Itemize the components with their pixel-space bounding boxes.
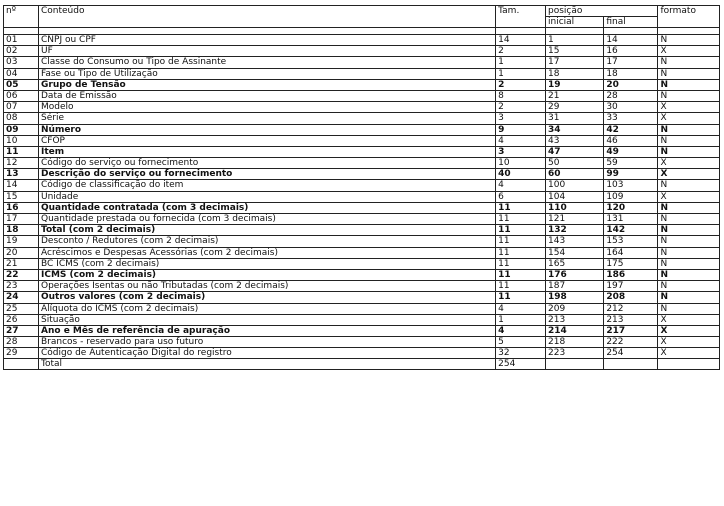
- row-position-initial: 15: [546, 46, 604, 57]
- table-row: [4, 202, 720, 213]
- row-format: X: [658, 102, 720, 113]
- row-format: N: [658, 214, 720, 225]
- header-number: nº: [4, 6, 39, 28]
- row-format: N: [658, 35, 720, 46]
- row-position-final: 186: [604, 269, 658, 280]
- row-position-initial: 1: [546, 35, 604, 46]
- row-position-initial: 218: [546, 337, 604, 348]
- row-size: 32: [496, 348, 546, 359]
- row-position-initial: 60: [546, 169, 604, 180]
- row-position-initial: 214: [546, 325, 604, 336]
- header-position: posição: [546, 6, 658, 17]
- row-number: 01: [4, 35, 39, 46]
- row-position-initial: 198: [546, 292, 604, 303]
- row-format: N: [658, 180, 720, 191]
- row-position-final: 254: [604, 348, 658, 359]
- row-format: N: [658, 146, 720, 157]
- row-position-final: 103: [604, 180, 658, 191]
- row-content: Ano e Mês de referência de apuração: [39, 325, 496, 336]
- row-size: 8: [496, 90, 546, 101]
- table-row: [4, 135, 720, 146]
- table-row: [4, 337, 720, 348]
- total-number: [4, 359, 39, 370]
- row-number: 14: [4, 180, 39, 191]
- row-size: 11: [496, 281, 546, 292]
- table-row: [4, 68, 720, 79]
- table-row: [4, 247, 720, 258]
- table-row: [4, 225, 720, 236]
- row-size: 11: [496, 225, 546, 236]
- row-content: Quantidade contratada (com 3 decimais): [39, 202, 496, 213]
- row-format: X: [658, 325, 720, 336]
- row-format: N: [658, 236, 720, 247]
- row-content: Classe do Consumo ou Tipo de Assinante: [39, 57, 496, 68]
- row-number: 08: [4, 113, 39, 124]
- row-position-initial: 176: [546, 269, 604, 280]
- row-position-initial: 18: [546, 68, 604, 79]
- row-number: 29: [4, 348, 39, 359]
- row-position-initial: 50: [546, 158, 604, 169]
- row-format: X: [658, 113, 720, 124]
- row-format: N: [658, 303, 720, 314]
- row-size: 11: [496, 214, 546, 225]
- row-content: Modelo: [39, 102, 496, 113]
- row-content: Código de classificação do item: [39, 180, 496, 191]
- table-row: [4, 180, 720, 191]
- row-position-final: 49: [604, 146, 658, 157]
- row-position-initial: 165: [546, 258, 604, 269]
- table-row: [4, 348, 720, 359]
- row-size: 2: [496, 46, 546, 57]
- row-content: Série: [39, 113, 496, 124]
- row-size: 10: [496, 158, 546, 169]
- row-format: N: [658, 90, 720, 101]
- row-format: N: [658, 225, 720, 236]
- row-position-initial: 187: [546, 281, 604, 292]
- row-position-initial: 110: [546, 202, 604, 213]
- table-row: [4, 214, 720, 225]
- row-number: 06: [4, 90, 39, 101]
- row-number: 07: [4, 102, 39, 113]
- row-position-initial: 34: [546, 124, 604, 135]
- row-size: 11: [496, 247, 546, 258]
- row-position-initial: 143: [546, 236, 604, 247]
- total-empty-format: [658, 359, 720, 370]
- row-position-final: 212: [604, 303, 658, 314]
- row-content: Número: [39, 124, 496, 135]
- row-number: 13: [4, 169, 39, 180]
- row-position-final: 18: [604, 68, 658, 79]
- row-format: N: [658, 79, 720, 90]
- row-position-initial: 213: [546, 314, 604, 325]
- row-number: 26: [4, 314, 39, 325]
- row-number: 24: [4, 292, 39, 303]
- table-row: [4, 79, 720, 90]
- row-format: N: [658, 124, 720, 135]
- row-content: CNPJ ou CPF: [39, 35, 496, 46]
- row-number: 25: [4, 303, 39, 314]
- row-format: N: [658, 258, 720, 269]
- row-number: 28: [4, 337, 39, 348]
- table-row: [4, 236, 720, 247]
- row-size: 5: [496, 337, 546, 348]
- row-content: ICMS (com 2 decimais): [39, 269, 496, 280]
- row-position-final: 16: [604, 46, 658, 57]
- header-content: Conteúdo: [39, 6, 496, 28]
- row-position-final: 208: [604, 292, 658, 303]
- row-size: 11: [496, 236, 546, 247]
- table-row: [4, 281, 720, 292]
- table-row: [4, 258, 720, 269]
- row-position-initial: 31: [546, 113, 604, 124]
- row-content: Código de Autenticação Digital do registro: [39, 348, 496, 359]
- row-number: 27: [4, 325, 39, 336]
- row-content: Desconto / Redutores (com 2 decimais): [39, 236, 496, 247]
- row-position-final: 46: [604, 135, 658, 146]
- row-position-initial: 121: [546, 214, 604, 225]
- spacer-row: [4, 28, 720, 35]
- table-row: [4, 113, 720, 124]
- table-row: [4, 325, 720, 336]
- row-position-final: 14: [604, 35, 658, 46]
- row-number: 23: [4, 281, 39, 292]
- table-row: [4, 269, 720, 280]
- row-format: N: [658, 57, 720, 68]
- table-header: [4, 6, 720, 28]
- row-position-final: 153: [604, 236, 658, 247]
- row-number: 11: [4, 146, 39, 157]
- row-position-final: 142: [604, 225, 658, 236]
- row-position-final: 59: [604, 158, 658, 169]
- total-empty-final: [604, 359, 658, 370]
- table-body: [4, 28, 720, 359]
- row-size: 6: [496, 191, 546, 202]
- row-number: 02: [4, 46, 39, 57]
- row-position-final: 33: [604, 113, 658, 124]
- row-position-final: 30: [604, 102, 658, 113]
- header-size: Tam.: [496, 6, 546, 28]
- row-size: 1: [496, 68, 546, 79]
- row-position-initial: 17: [546, 57, 604, 68]
- row-format: N: [658, 269, 720, 280]
- row-size: 1: [496, 314, 546, 325]
- row-size: 9: [496, 124, 546, 135]
- row-position-final: 42: [604, 124, 658, 135]
- row-size: 14: [496, 35, 546, 46]
- row-content: BC ICMS (com 2 decimais): [39, 258, 496, 269]
- header-position-initial: inicial: [546, 17, 604, 28]
- row-format: X: [658, 348, 720, 359]
- row-number: 15: [4, 191, 39, 202]
- row-format: N: [658, 281, 720, 292]
- row-format: X: [658, 169, 720, 180]
- row-position-initial: 29: [546, 102, 604, 113]
- row-content: UF: [39, 46, 496, 57]
- row-number: 09: [4, 124, 39, 135]
- row-number: 20: [4, 247, 39, 258]
- row-size: 4: [496, 303, 546, 314]
- row-size: 4: [496, 325, 546, 336]
- table-row: [4, 57, 720, 68]
- table-row: [4, 158, 720, 169]
- table-row: [4, 35, 720, 46]
- row-format: X: [658, 337, 720, 348]
- row-position-final: 20: [604, 79, 658, 90]
- row-number: 10: [4, 135, 39, 146]
- row-number: 04: [4, 68, 39, 79]
- row-content: Acréscimos e Despesas Acessórias (com 2 decimais): [39, 247, 496, 258]
- row-size: 11: [496, 292, 546, 303]
- row-format: N: [658, 202, 720, 213]
- total-label: Total: [39, 359, 496, 370]
- row-position-initial: 223: [546, 348, 604, 359]
- row-position-final: 28: [604, 90, 658, 101]
- row-size: 2: [496, 79, 546, 90]
- row-position-final: 175: [604, 258, 658, 269]
- row-position-initial: 47: [546, 146, 604, 157]
- row-position-initial: 21: [546, 90, 604, 101]
- row-position-final: 99: [604, 169, 658, 180]
- row-format: N: [658, 68, 720, 79]
- row-format: N: [658, 292, 720, 303]
- row-position-final: 120: [604, 202, 658, 213]
- total-empty-initial: [546, 359, 604, 370]
- row-format: X: [658, 46, 720, 57]
- row-content: CFOP: [39, 135, 496, 146]
- table-row: [4, 303, 720, 314]
- row-content: Situação: [39, 314, 496, 325]
- row-position-final: 222: [604, 337, 658, 348]
- row-position-final: 109: [604, 191, 658, 202]
- table-row: [4, 146, 720, 157]
- table-row: [4, 191, 720, 202]
- row-number: 17: [4, 214, 39, 225]
- row-size: 40: [496, 169, 546, 180]
- row-position-initial: 43: [546, 135, 604, 146]
- row-format: X: [658, 158, 720, 169]
- table-row: [4, 292, 720, 303]
- row-size: 3: [496, 146, 546, 157]
- row-content: Total (com 2 decimais): [39, 225, 496, 236]
- row-position-final: 17: [604, 57, 658, 68]
- row-size: 2: [496, 102, 546, 113]
- row-content: Operações Isentas ou não Tributadas (com 2 decimais): [39, 281, 496, 292]
- header-format: formato: [658, 6, 720, 28]
- table-row: [4, 169, 720, 180]
- row-content: Outros valores (com 2 decimais): [39, 292, 496, 303]
- row-format: X: [658, 191, 720, 202]
- row-number: 03: [4, 57, 39, 68]
- row-content: Alíquota do ICMS (com 2 decimais): [39, 303, 496, 314]
- row-position-initial: 209: [546, 303, 604, 314]
- row-position-initial: 104: [546, 191, 604, 202]
- row-content: Item: [39, 146, 496, 157]
- row-size: 4: [496, 180, 546, 191]
- table-row: [4, 314, 720, 325]
- row-content: Quantidade prestada ou fornecida (com 3 decimais): [39, 214, 496, 225]
- row-size: 11: [496, 202, 546, 213]
- total-size: 254: [496, 359, 546, 370]
- row-content: Brancos - reservado para uso futuro: [39, 337, 496, 348]
- row-position-initial: 154: [546, 247, 604, 258]
- row-position-initial: 100: [546, 180, 604, 191]
- row-size: 11: [496, 269, 546, 280]
- row-number: 22: [4, 269, 39, 280]
- row-content: Grupo de Tensão: [39, 79, 496, 90]
- row-position-final: 217: [604, 325, 658, 336]
- row-content: Unidade: [39, 191, 496, 202]
- total-row: [4, 359, 720, 370]
- row-number: 21: [4, 258, 39, 269]
- row-position-final: 197: [604, 281, 658, 292]
- row-size: 3: [496, 113, 546, 124]
- row-format: X: [658, 314, 720, 325]
- row-number: 05: [4, 79, 39, 90]
- header-position-final: final: [604, 17, 658, 28]
- row-number: 12: [4, 158, 39, 169]
- row-format: N: [658, 135, 720, 146]
- row-number: 19: [4, 236, 39, 247]
- record-layout-table: [3, 5, 720, 370]
- row-number: 16: [4, 202, 39, 213]
- table-row: [4, 124, 720, 135]
- table-row: [4, 90, 720, 101]
- row-content: Data de Emissão: [39, 90, 496, 101]
- table-row: [4, 46, 720, 57]
- row-position-initial: 19: [546, 79, 604, 90]
- row-position-final: 131: [604, 214, 658, 225]
- row-size: 1: [496, 57, 546, 68]
- row-position-initial: 132: [546, 225, 604, 236]
- row-position-final: 164: [604, 247, 658, 258]
- row-format: N: [658, 247, 720, 258]
- row-position-final: 213: [604, 314, 658, 325]
- row-number: 18: [4, 225, 39, 236]
- row-size: 11: [496, 258, 546, 269]
- table-row: [4, 102, 720, 113]
- row-content: Fase ou Tipo de Utilização: [39, 68, 496, 79]
- row-content: Código do serviço ou fornecimento: [39, 158, 496, 169]
- row-content: Descrição do serviço ou fornecimento: [39, 169, 496, 180]
- row-size: 4: [496, 135, 546, 146]
